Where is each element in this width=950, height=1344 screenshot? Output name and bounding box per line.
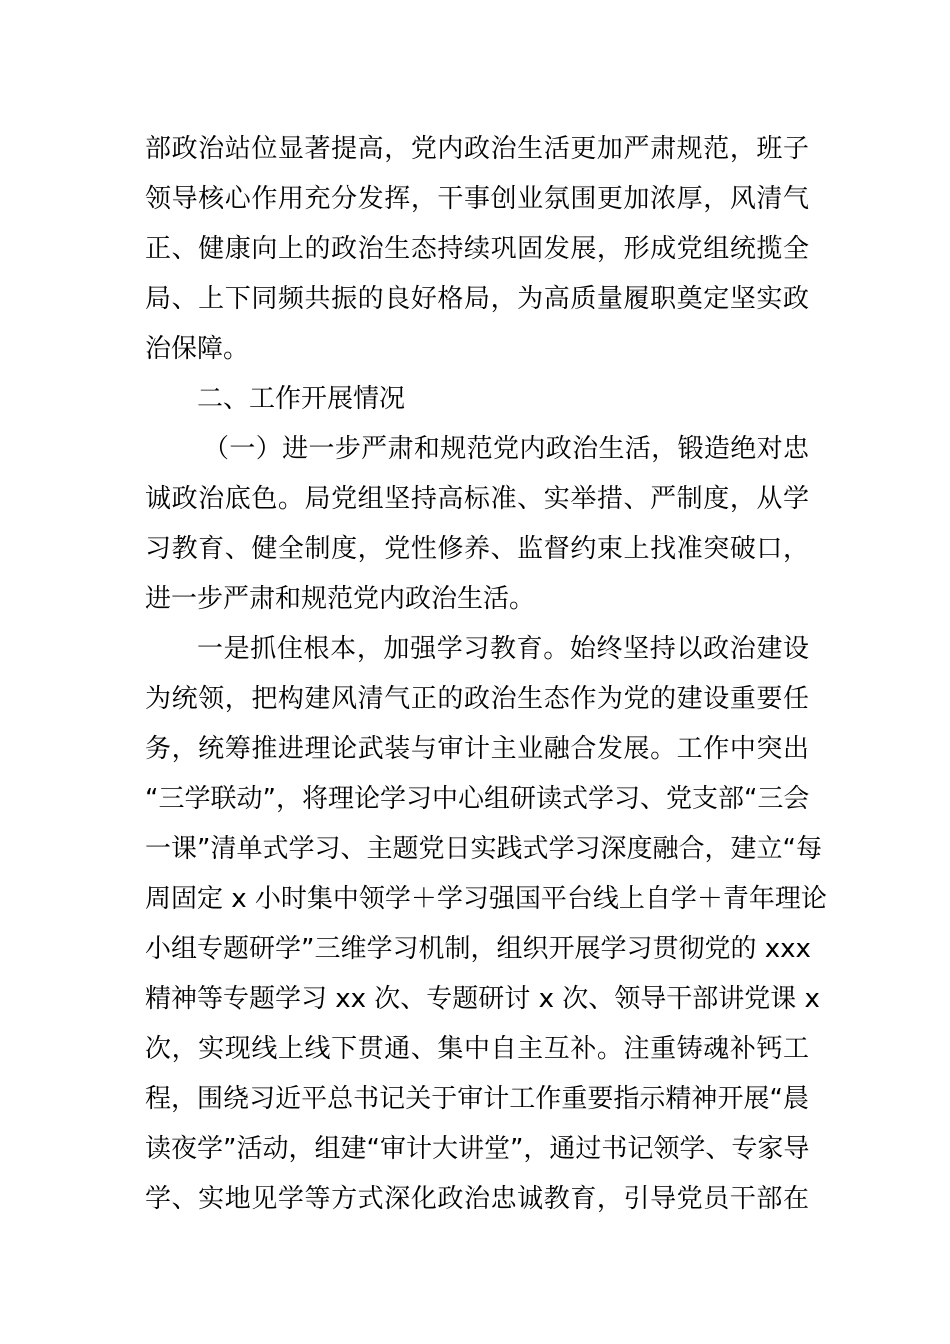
text-line-15: 一课”清单式学习、主题党日实践式学习深度融合，建立“每 <box>145 834 822 864</box>
text-line-20: 程，围绕习近平总书记关于审计工作重要指示精神开展“晨 <box>145 1084 809 1114</box>
document-body <box>145 124 827 1224</box>
text-line-5: 治保障。 <box>145 334 250 364</box>
text-line-4: 局、上下同频共振的良好格局，为高质量履职奠定坚实政 <box>145 284 809 314</box>
text-line-8: 诚政治底色。局党组坚持高标准、实举措、严制度，从学 <box>145 484 809 514</box>
text-line-10: 进一步严肃和规范党内政治生活。 <box>145 584 536 614</box>
text-line-13: 务，统筹推进理论武装与审计主业融合发展。工作中突出 <box>145 734 809 764</box>
text-line-21: 读夜学”活动，组建“审计大讲堂”，通过书记领学、专家导 <box>145 1134 810 1164</box>
text-line-19: 次，实现线上线下贯通、集中自主互补。注重铸魂补钙工 <box>145 1034 809 1064</box>
text-line-22: 学、实地见学等方式深化政治忠诚教育，引导党员干部在 <box>145 1184 809 1214</box>
text-line-14: “三学联动”，将理论学习中心组研读式学习、党支部“三会 <box>145 784 810 814</box>
subsection-heading-line-1: （一）进一步严肃和规范党内政治生活，锻造绝对忠 <box>203 434 809 464</box>
text-line-3: 正、健康向上的政治生态持续巩固发展，形成党组统揽全 <box>145 234 809 264</box>
text-line-17: 小组专题研学”三维学习机制，组织开展学习贯彻党的 xxx <box>145 934 811 964</box>
text-line-18: 精神等专题学习 xx 次、专题研讨 x 次、领导干部讲党课 x <box>145 984 820 1014</box>
text-line-12: 为统领，把构建风清气正的政治生态作为党的建设重要任 <box>145 684 809 714</box>
text-line-2: 领导核心作用充分发挥，干事创业氛围更加浓厚，风清气 <box>145 184 809 214</box>
paragraph-start-line: 一是抓住根本，加强学习教育。始终坚持以政治建设 <box>197 634 809 664</box>
text-line-9: 习教育、健全制度，党性修养、监督约束上找准突破口， <box>145 534 809 564</box>
text-line-1: 部政治站位显著提高，党内政治生活更加严肃规范，班子 <box>145 134 809 164</box>
section-heading: 二、工作开展情况 <box>197 384 406 414</box>
text-line-16: 周固定 x 小时集中领学＋学习强国平台线上自学＋青年理论 <box>145 884 827 914</box>
